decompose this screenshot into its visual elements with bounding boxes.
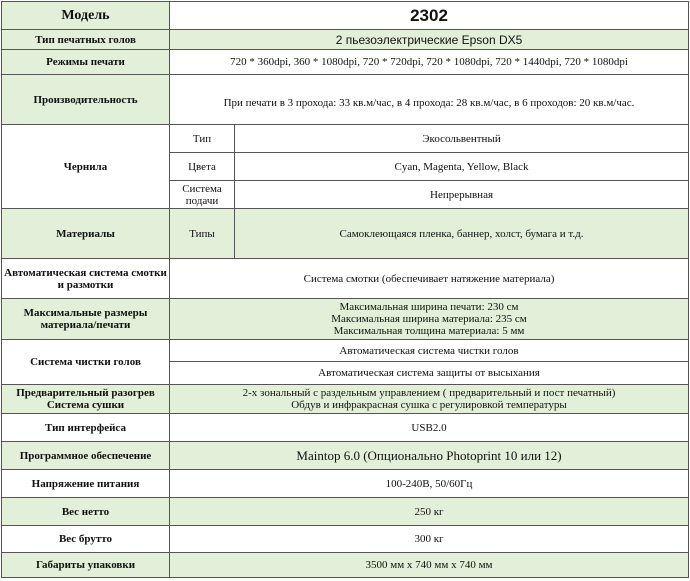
package-value: 3500 мм х 740 мм х 740 мм <box>170 553 689 578</box>
productivity-value: При печати в 3 прохода: 33 кв.м/час, в 4 прохода: 28 кв.м/час, в 6 проходов: 20 кв.м/час. <box>170 75 689 125</box>
row-software <box>2 442 689 470</box>
ink-type-label: Тип <box>170 125 235 153</box>
row-ink-type <box>2 125 689 153</box>
cleaning-value-1: Автоматическая система чистки голов <box>170 340 689 362</box>
drying-value: Обдув и инфракрасная сушка с регулировкой температуры <box>291 399 567 411</box>
row-net-weight <box>2 498 689 526</box>
net-weight-label: Вес нетто <box>2 498 170 526</box>
row-modes <box>2 50 689 75</box>
interface-label: Тип интерфейса <box>2 414 170 442</box>
max-sizes-value <box>170 299 689 340</box>
row-cleaning-1 <box>2 340 689 362</box>
winding-value: Система смотки (обеспечивает натяжение материала) <box>170 259 689 299</box>
heads-value: 2 пьезоэлектрические Epson DX5 <box>170 30 689 50</box>
heads-label: Тип печатных голов <box>2 30 170 50</box>
drying-label: Система сушки <box>46 399 125 411</box>
row-voltage <box>2 470 689 498</box>
row-heads <box>2 30 689 50</box>
max-sizes-label: Максимальные размеры материала/печати <box>2 299 170 340</box>
software-value: Maintop 6.0 (Опционально Photoprint 10 или 12) <box>170 442 689 470</box>
row-interface <box>2 414 689 442</box>
net-weight-value: 250 кг <box>170 498 689 526</box>
voltage-value: 100-240В, 50/60Гц <box>170 470 689 498</box>
winding-label: Автоматическая система смотки и размотки <box>2 259 170 299</box>
ink-supply-value: Непрерывная <box>235 181 689 209</box>
row-max-sizes <box>2 299 689 340</box>
materials-types-value: Самоклеющаяся пленка, баннер, холст, бумага и т.д. <box>235 209 689 259</box>
heating-value <box>170 385 689 414</box>
ink-supply-label: Система подачи <box>170 181 235 209</box>
spec-table <box>1 1 689 578</box>
productivity-label: Производительность <box>2 75 170 125</box>
max-material-thickness: Максимальная толщина материала: 5 мм <box>333 325 525 337</box>
row-productivity <box>2 75 689 125</box>
modes-value: 720 * 360dpi, 360 * 1080dpi, 720 * 720dpi, 720 * 1080dpi, 720 * 1440dpi, 720 * 1080dpi <box>170 50 689 75</box>
row-package <box>2 553 689 578</box>
ink-colors-value: Cyan, Magenta, Yellow, Black <box>235 153 689 181</box>
cleaning-value-2: Автоматическая система защиты от высыхания <box>170 362 689 385</box>
cleaning-label: Система чистки голов <box>2 340 170 385</box>
model-label: Модель <box>2 2 170 30</box>
modes-label: Режимы печати <box>2 50 170 75</box>
max-print-width: Максимальная ширина печати: 230 см <box>339 301 519 313</box>
voltage-label: Напряжение питания <box>2 470 170 498</box>
ink-colors-label: Цвета <box>170 153 235 181</box>
materials-types-label: Типы <box>170 209 235 259</box>
row-heating <box>2 385 689 414</box>
row-winding <box>2 259 689 299</box>
ink-label: Чернила <box>2 125 170 209</box>
ink-type-value: Экосольвентный <box>235 125 689 153</box>
gross-weight-value: 300 кг <box>170 526 689 553</box>
gross-weight-label: Вес брутто <box>2 526 170 553</box>
software-label: Программное обеспечение <box>2 442 170 470</box>
heating-label <box>2 385 170 414</box>
max-material-width: Максимальная ширина материала: 235 см <box>331 313 527 325</box>
preheat-value: 2-х зональный с раздельным управлением ( предварительный и пост печатный) <box>242 387 616 399</box>
row-materials <box>2 209 689 259</box>
interface-value: USB2.0 <box>170 414 689 442</box>
row-gross-weight <box>2 526 689 553</box>
package-label: Габариты упаковки <box>2 553 170 578</box>
materials-label: Материалы <box>2 209 170 259</box>
row-model <box>2 2 689 30</box>
model-value: 2302 <box>170 2 689 30</box>
preheat-label: Предварительный разогрев <box>16 387 155 399</box>
